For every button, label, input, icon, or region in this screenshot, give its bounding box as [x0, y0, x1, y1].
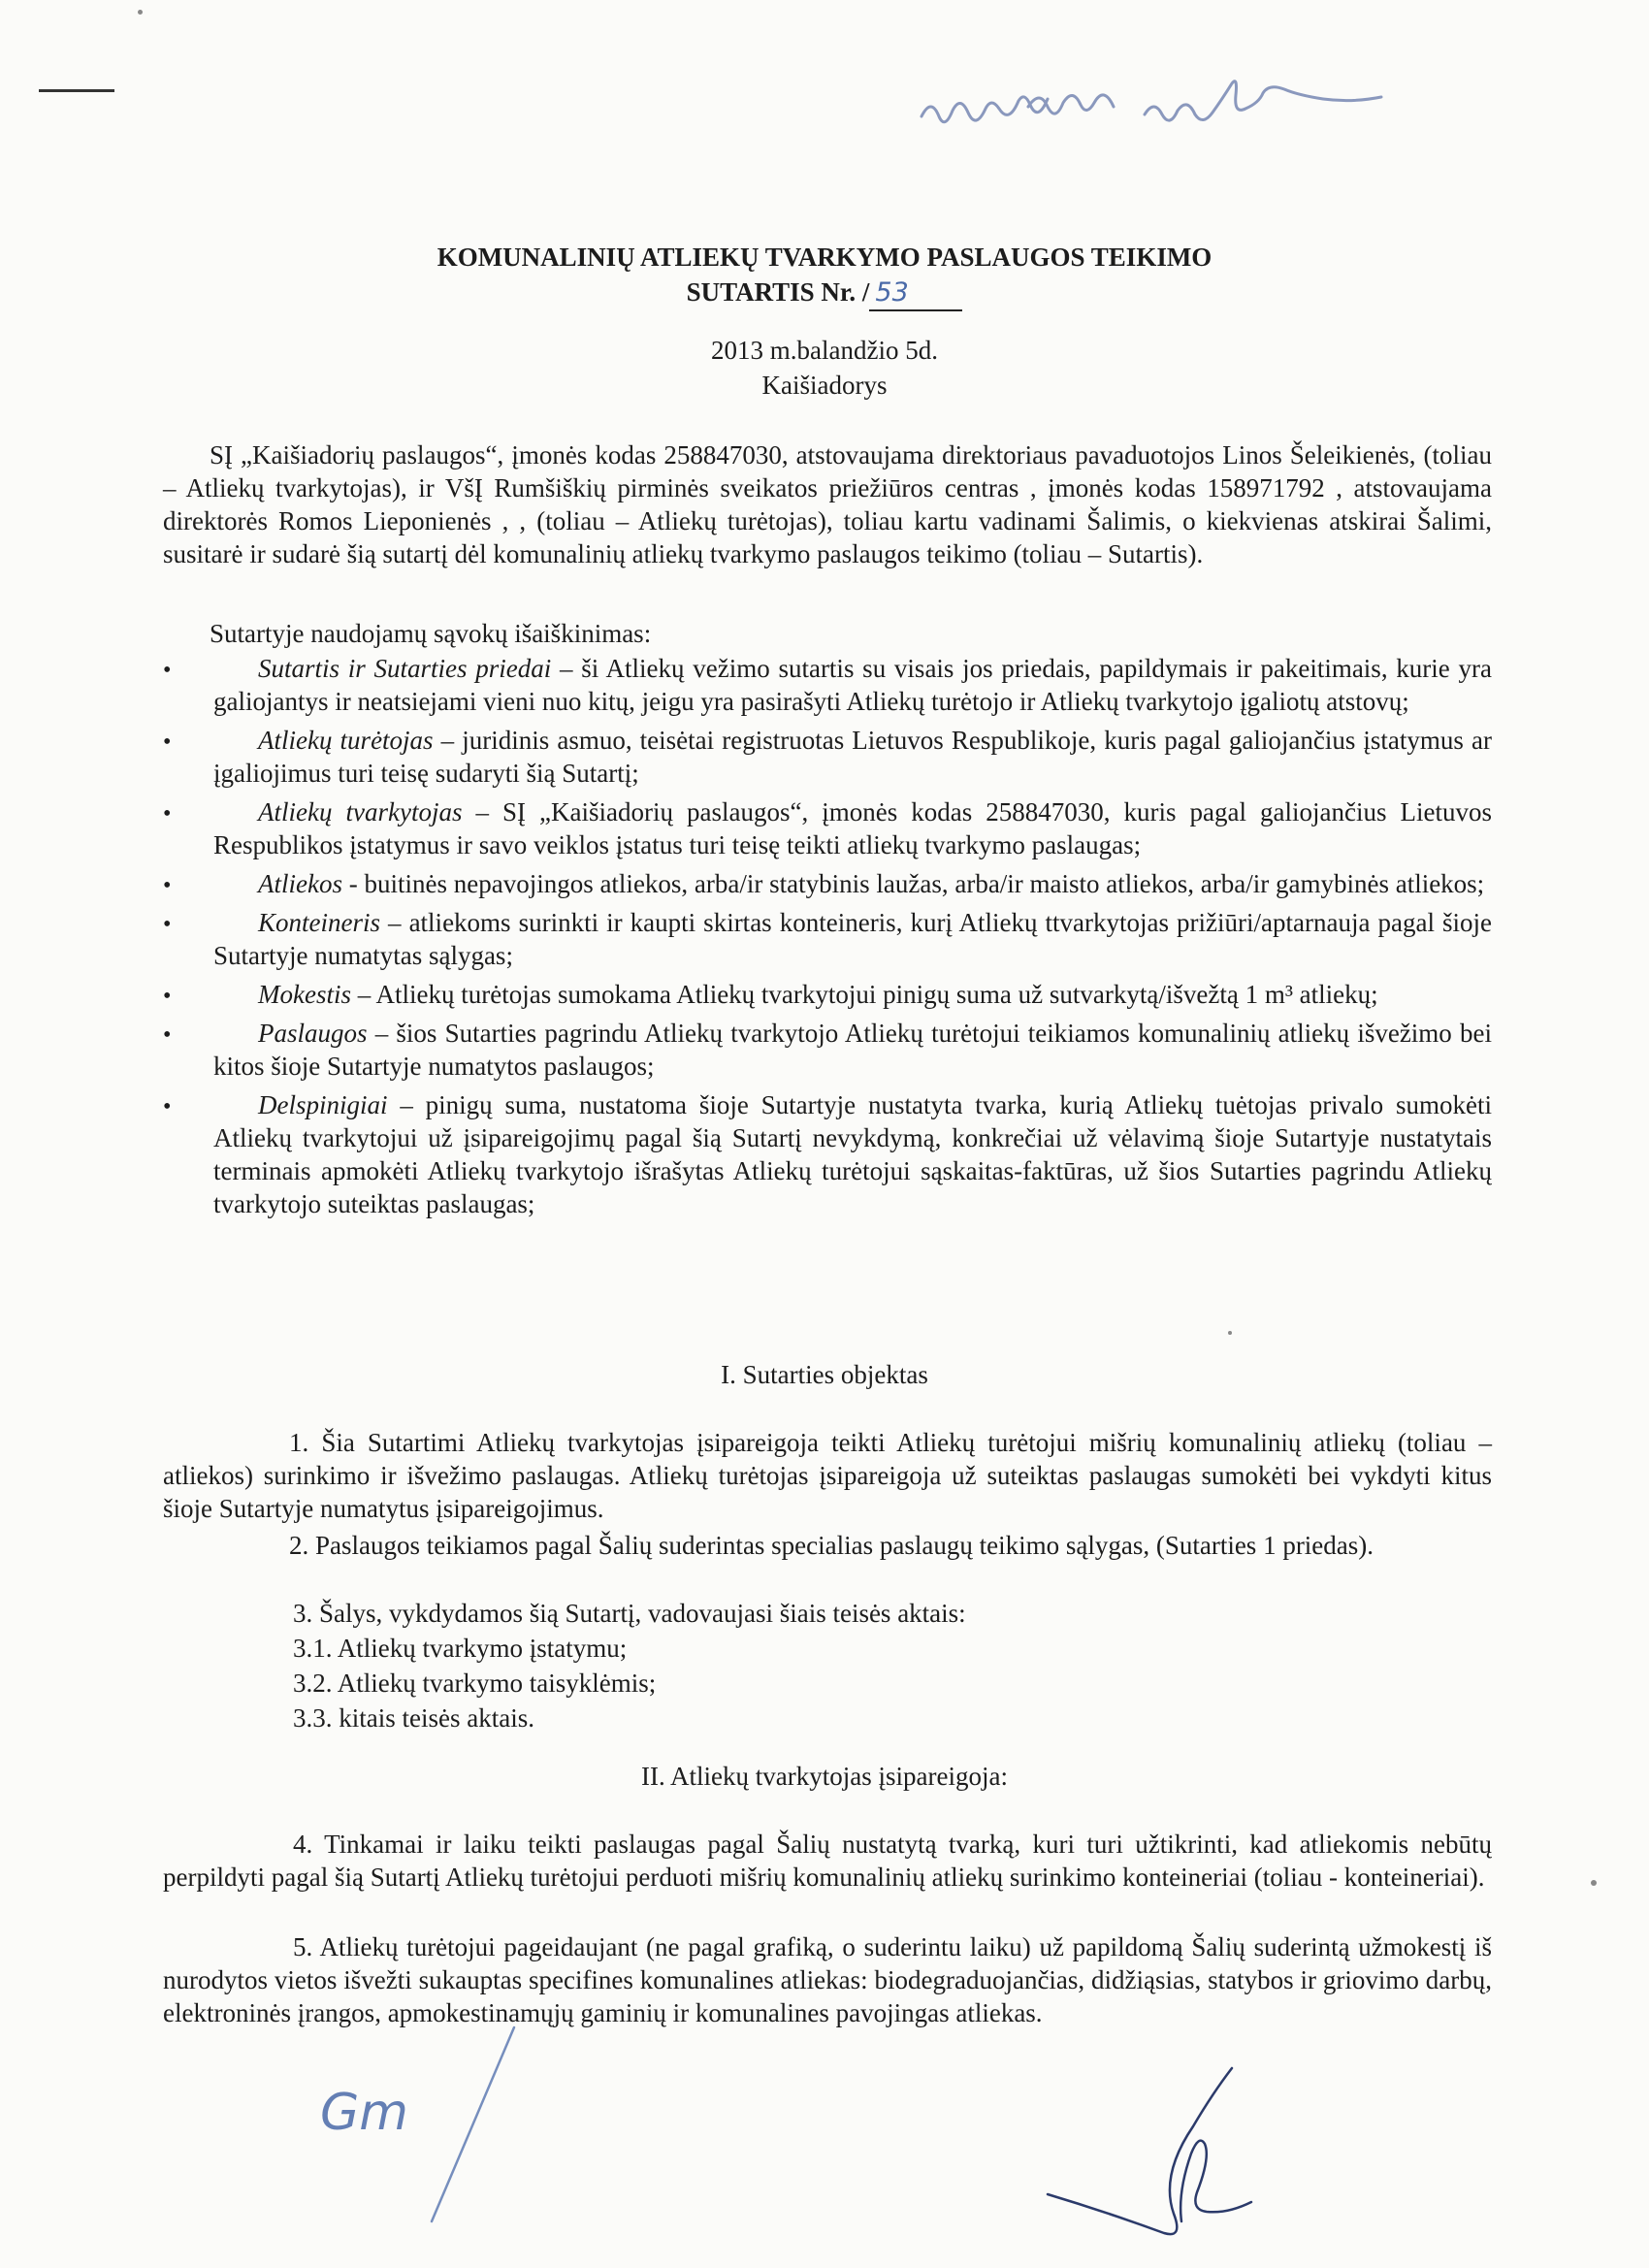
- contract-number-label: SUTARTIS Nr. /: [686, 277, 870, 307]
- definition-term: Sutartis ir Sutarties priedai: [258, 654, 552, 683]
- definition-term: Delspinigiai: [258, 1090, 388, 1119]
- definition-term: Konteineris: [258, 908, 380, 937]
- definition-text: – SĮ „Kaišiadorių paslaugos“, įmonės kodas 258847030, kuris pagal galiojančius Lietuvos Respublikos įstatymus ir savo veiklos įstatus turi teisę teikti atliekų tvarkymo paslaugas;: [213, 797, 1493, 859]
- definition-text: – ši Atliekų vežimo sutartis su visais jos priedais, papildymais ir pakeitimais, kurie yra galiojantys ir neatsiejami vieni nuo kitų, jeigu yra pasirašyti Atliekų turėtojo ir Atliekų tvarkytojo įgaliotų atstovų;: [213, 654, 1492, 716]
- definition-text: – atliekoms surinkti ir kaupti skirtas konteineris, kurį Atliekų ttvarkytojas prižiūri/aptarnauja pagal šioje Sutartyje numatytas sąlygas;: [213, 908, 1492, 970]
- definition-text: - buitinės nepavojingos atliekos, arba/ir statybinis laužas, arba/ir maisto atliekos, arba/ir gamybinės atliekos;: [341, 869, 1485, 898]
- clause-3-2: 3.2. Atliekų tvarkymo taisyklėmis;: [293, 1669, 657, 1698]
- contract-date: 2013 m.balandžio 5d.: [711, 336, 938, 365]
- clause-2: 2. Paslaugos teikiamos pagal Šalių suderintas specialias paslaugų teikimo sąlygas, (Sutarties 1 priedas).: [289, 1531, 1374, 1560]
- clause-3-3: 3.3. kitais teisės aktais.: [293, 1703, 534, 1733]
- handwritten-initials: Gm: [320, 2084, 408, 2142]
- section-2-heading: II. Atliekų tvarkytojas įsipareigoja:: [641, 1762, 1008, 1791]
- clause-1: 1. Šia Sutartimi Atliekų tvarkytojas įsipareigoja teikti Atliekų turėtojui mišrių komunalinių atliekų (toliau – atliekos) surinkimo ir išvežimo paslaugas. Atliekų turėtojas įsipareigoja už suteiktas paslaugas sumokėti bei vykdyti kitus šioje Sutartyje numatytus įsipareigojimus.: [163, 1428, 1492, 1523]
- definition-text: – Atliekų turėtojas sumokama Atliekų tvarkytojui pinigų suma už sutvarkytą/išvežtą 1 m³ atliekų;: [350, 980, 1378, 1009]
- clause-5: 5. Atliekų turėtojui pageidaujant (ne pagal grafiką, o suderintu laiku) už papildomą Šalių suderintą užmokestį iš nurodytos vietos išvežti sukauptas specifines komunalines atliekas: biodegraduojančias, didžiąsias, statybos ir griovimo darbų, elektroninės įrangos, apmokestinamųjų gaminių ir komunalines pavojingas atliekas.: [163, 1932, 1492, 2027]
- definition-text: – pinigų suma, nustatoma šioje Sutartyje nustatyta tvarka, kurią Atliekų tuėtojas privalo sumokėti Atliekų tvarkytojui už įsipareigojimų pagal šią Sutartį nevykdymą, konkrečiai už vėlavimą šioje Sutartyje nustatytais terminais apmokėti Atliekų tvarkytojo išrašytas Atliekų turėtojui sąskaitas-faktūras, už šios Sutarties pagrindu Atliekų tvarkytojo suteiktas paslaugas;: [213, 1090, 1492, 1218]
- definition-text: – juridinis asmuo, teisėtai registruotas Lietuvos Respublikoje, kuris pagal galiojančius įstatymus ar įgaliojimus turi teisę sudaryti šią Sutartį;: [213, 726, 1492, 788]
- clause-3: 3. Šalys, vykdydamos šią Sutartį, vadovaujasi šiais teisės aktais:: [293, 1599, 966, 1628]
- intro-paragraph: SĮ „Kaišiadorių paslaugos“, įmonės kodas 258847030, atstovaujama direktoriaus pavaduotojos Linos Šeleikienės, (toliau – Atliekų tvarkytojas), ir VšĮ Rumšiškių pirminės sveikatos priežiūros centras , įmonės kodas 158971792 , atstovaujama direktorės Romos Lieponienės , , (toliau – Atliekų turėtojas), toliau kartu vadinami Šalimis, o kiekvienas atskirai Šalimi, susitarė ir sudarė šią sutartį dėl komunalinių atliekų tvarkymo paslaugos teikimo (toliau – Sutartis).: [163, 440, 1492, 568]
- contract-number: 53: [869, 276, 962, 311]
- definition-term: Mokestis: [258, 980, 351, 1009]
- definitions-heading: Sutartyje naudojamų sąvokų išaiškinimas:: [210, 619, 652, 648]
- definition-term: Atliekos: [258, 869, 342, 898]
- section-1-heading: I. Sutarties objektas: [721, 1360, 928, 1389]
- definition-term: Atliekų tvarkytojas: [258, 797, 463, 826]
- clause-4: 4. Tinkamai ir laiku teikti paslaugas pagal Šalių nustatytą tvarką, kuri turi užtikrinti, kad atliekomis nebūtų perpildyti pagal šią Sutartį Atliekų turėtojui perduoti mišrių komunalinių atliekų surinkimo konteineriai (toliau - konteineriai).: [163, 1830, 1492, 1892]
- clause-3-1: 3.1. Atliekų tvarkymo įstatymu;: [293, 1634, 628, 1663]
- definition-term: Paslaugos: [258, 1019, 368, 1048]
- contract-place: Kaišiadorys: [761, 371, 888, 400]
- definition-text: – šios Sutarties pagrindu Atliekų tvarkytojo Atliekų turėtojui teikiamos komunalinių atliekų išvežimo bei kitos šioje Sutartyje numatytos paslaugos;: [213, 1019, 1492, 1081]
- contract-title: KOMUNALINIŲ ATLIEKŲ TVARKYMO PASLAUGOS TEIKIMO: [436, 243, 1212, 272]
- definition-term: Atliekų turėtojas: [258, 726, 434, 755]
